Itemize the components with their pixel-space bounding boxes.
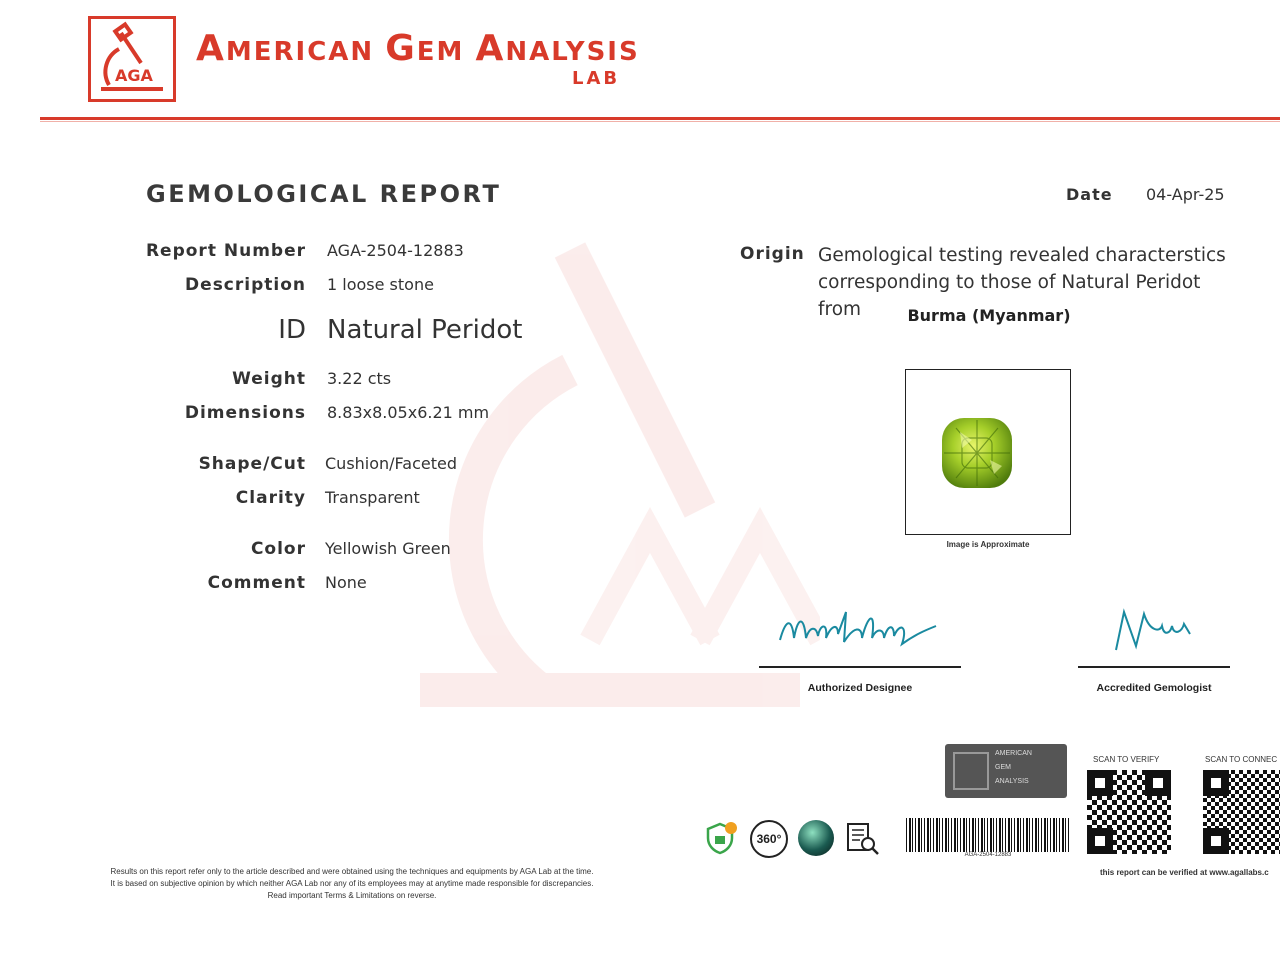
description-value: 1 loose stone (327, 275, 434, 294)
signature-caption-gemologist: Accredited Gemologist (1096, 682, 1212, 694)
view-360-icon (750, 820, 788, 858)
clarity-label: Clarity (235, 488, 306, 508)
signature-caption-designee: Authorized Designee (807, 682, 913, 694)
barcode-number: AGA-2504-12883 (964, 852, 1012, 858)
dimensions-value: 8.83x8.05x6.21 mm (327, 403, 490, 422)
id-value: Natural Peridot (327, 315, 523, 345)
disclaimer-line-3: Read important Terms & Limitations on reverse. (267, 891, 437, 900)
aga-logo (88, 16, 176, 102)
dimensions-label: Dimensions (184, 403, 306, 423)
header-divider (40, 117, 1280, 120)
brand-subtitle: LAB (572, 68, 621, 89)
barcode (906, 818, 1070, 852)
disclaimer-line-1: Results on this report refer only to the article described and were obtained using the techniques and equipments by AGA Lab at the time. (110, 867, 594, 876)
hologram-seal (945, 744, 1067, 798)
date-value: 04-Apr-25 (1146, 185, 1225, 204)
scan-connect-label: SCAN TO CONNEC (1205, 755, 1278, 764)
hologram-text-2: GEM (995, 764, 1011, 771)
clarity-value: Transparent (325, 488, 420, 507)
hologram-text-1: AMERICAN (995, 750, 1032, 757)
origin-text: Gemological testing revealed characterstics corresponding to those of Natural Peridot from (818, 245, 1226, 320)
signature-designee (776, 604, 946, 664)
origin-label: Origin (740, 244, 805, 264)
signature-gemologist (1110, 606, 1200, 658)
shape-cut-value: Cushion/Faceted (325, 454, 458, 473)
comment-label: Comment (207, 573, 306, 593)
date-label: Date (1066, 185, 1113, 204)
peridot-stone-image (906, 370, 1070, 534)
qr-code-verify[interactable] (1087, 770, 1171, 854)
comment-value: None (325, 573, 367, 592)
color-value: Yellowish Green (325, 539, 451, 558)
shield-lock-icon (700, 818, 740, 858)
disclaimer-line-2: It is based on subjective opinion by which neither AGA Lab nor any of its employees may at anytime made responsible for discrepancies. (110, 879, 594, 888)
svg-text:AGA: AGA (115, 66, 153, 85)
view-360-label: 360° (756, 832, 782, 846)
signature-line-designee (759, 666, 961, 668)
watermark-logo (400, 190, 820, 710)
report-number-value: AGA-2504-12883 (327, 241, 464, 260)
disclaimer (60, 866, 644, 902)
image-note: Image is Approximate (946, 540, 1030, 549)
stone-image-frame (905, 369, 1071, 535)
header-divider-shadow (40, 121, 1280, 122)
weight-value: 3.22 cts (327, 369, 392, 388)
signature-line-gemologist (1078, 666, 1230, 668)
id-label: ID (278, 315, 306, 345)
origin-place: Burma (Myanmar) (907, 306, 1071, 325)
document-search-icon (844, 820, 882, 858)
description-label: Description (185, 275, 306, 295)
weight-label: Weight (232, 369, 306, 389)
scan-verify-label: SCAN TO VERIFY (1093, 755, 1160, 764)
report-number-label: Report Number (145, 241, 306, 261)
qr-code-connect[interactable] (1203, 770, 1280, 854)
report-title: GEMOLOGICAL REPORT (146, 180, 502, 208)
gem-globe-icon (798, 820, 834, 856)
shape-cut-label: Shape/Cut (198, 454, 306, 474)
hologram-text-3: ANALYSIS (995, 778, 1029, 785)
verify-note: this report can be verified at www.agallabs.c (1100, 868, 1269, 877)
brand-title: AMERICAN GEM ANALYSIS (196, 28, 640, 69)
color-label: Color (250, 539, 306, 559)
